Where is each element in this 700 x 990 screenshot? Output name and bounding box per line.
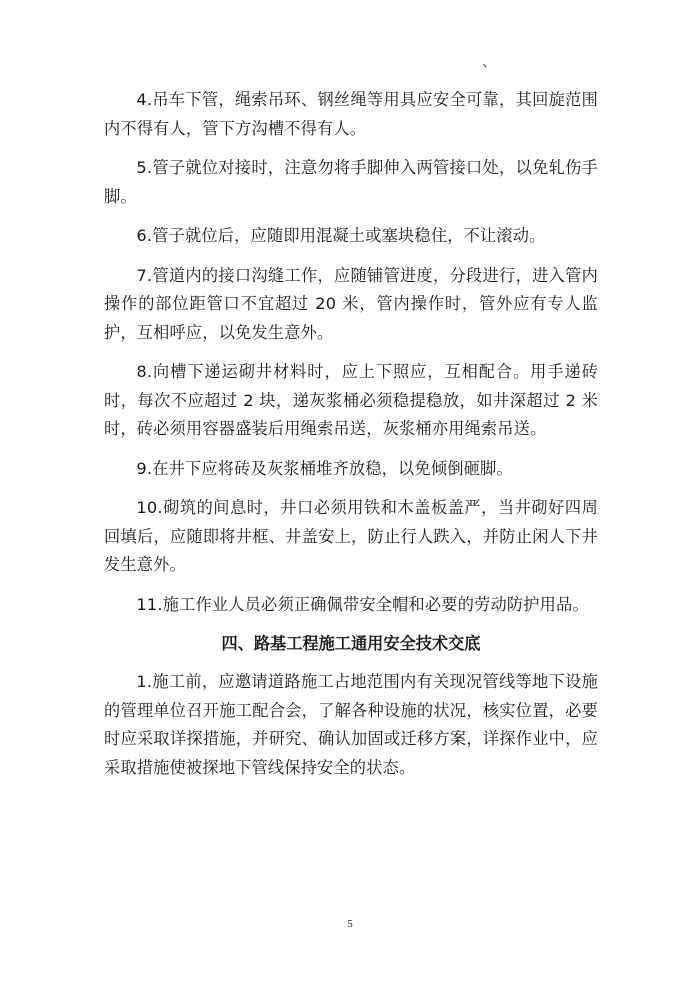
list-item: 1.施工前，应邀请道路施工占地范围内有关现况管线等地下设施的管理单位召开施工配合会，了解各种设施的状况，核实位置，必要时应采取详探措施，并研究、确认加固或迁移方案，详探作业中，应采取措施使被探地下管线保持安全的状态。: [104, 672, 598, 777]
corner-mark: 、: [482, 52, 498, 70]
list-item: 9.在井下应将砖及灰浆桶堆齐放稳，以免倾倒砸脚。: [136, 458, 513, 478]
list-item: 4.吊车下管，绳索吊环、钢丝绳等用具应安全可靠，其回旋范围内不得有人，管下方沟槽不得有人。: [104, 90, 598, 138]
list-item: 6.管子就位后，应随即用混凝土或塞块稳住，不让滚动。: [136, 226, 546, 245]
section-heading: 四、路基工程施工通用安全技术交底: [221, 634, 481, 653]
list-item: 10.砌筑的间息时，井口必须用铁和木盖板盖严，当井砌好四周回填后，应随即将井框、井盖安上，防止行人跌入，并防止闲人下井发生意外。: [104, 498, 598, 574]
list-item: 11.施工作业人员必须正确佩带安全帽和必要的劳动防护用品。: [136, 594, 589, 614]
page-number: 5: [347, 918, 353, 930]
list-item: 5.管子就位对接时，注意勿将手脚伸入两管接口处，以免轧伤手脚。: [104, 158, 598, 206]
list-item: 7.管道内的接口沟缝工作，应随铺管进度，分段进行，进入管内操作的部位距管口不宜超过 20 米，管内操作时，管外应有专人监护，互相呼应，以免发生意外。: [104, 265, 598, 342]
list-item: 8.向槽下递运砌井材料时，应上下照应，互相配合。用手递砖时，每次不应超过 2 块，递灰浆桶必须稳提稳放，如井深超过 2 米时，砖必须用容器盛装后用绳索吊送，灰浆桶亦用绳索吊送。: [104, 362, 598, 438]
document-body: [104, 86, 598, 793]
